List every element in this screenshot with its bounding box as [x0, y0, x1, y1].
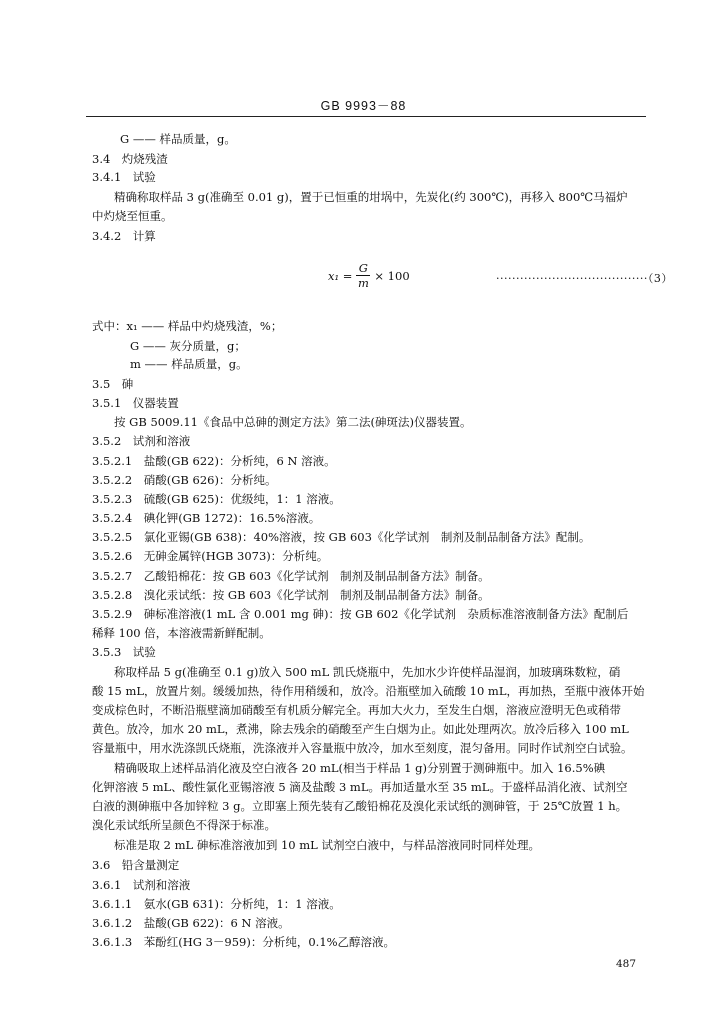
- section-heading: 3.5 砷: [92, 377, 134, 391]
- section-heading: 3.6.1 试剂和溶液: [92, 878, 191, 892]
- text-line: 稀释 100 倍，本溶液需新鲜配制。: [92, 626, 271, 640]
- list-item: 3.5.2.3 硫酸(GB 625)：优级纯，1：1 溶液。: [92, 492, 341, 506]
- formula-rhs: × 100: [374, 268, 410, 283]
- text-line: 化钾溶液 5 mL、酸性氯化亚锡溶液 5 滴及盐酸 3 mL。再加适量水至 35 mL。于盛样品消化液、试剂空: [92, 780, 628, 794]
- formula-lhs: x₁ =: [328, 268, 353, 283]
- text-line: 酸 15 mL，放置片刻。缓缓加热，待作用稍缓和，放冷。沿瓶壁加入硫酸 10 mL，再加热，至瓶中液体开始: [92, 684, 645, 698]
- list-item: 3.5.2.6 无砷金属锌(HGB 3073)：分析纯。: [92, 549, 329, 563]
- list-item: 3.6.1.3 苯酚红(HG 3－959)：分析纯，0.1%乙醇溶液。: [92, 935, 396, 949]
- list-item: 3.5.2.4 碘化钾(GB 1272)：16.5%溶液。: [92, 511, 321, 525]
- text-line: 溴化汞试纸所呈颜色不得深于标准。: [92, 818, 276, 832]
- list-item: 3.6.1.2 盐酸(GB 622)：6 N 溶液。: [92, 916, 290, 930]
- formula-3: [328, 262, 410, 289]
- list-item: 3.5.2.5 氯化亚锡(GB 638)：40%溶液，按 GB 603《化学试剂 制剂及制品制备方法》配制。: [92, 530, 591, 544]
- equation-number: ······································（3）: [496, 272, 673, 285]
- text-line: 黄色。放冷，加水 20 mL，煮沸，除去残余的硝酸至产生白烟为止。如此处理两次。放冷后移入 100 mL: [92, 722, 629, 736]
- formula-denominator: m: [357, 276, 369, 290]
- text-line: 式中：x₁ —— 样品中灼烧残渣，%；: [92, 319, 283, 333]
- section-heading: 3.5.3 试验: [92, 645, 156, 659]
- section-heading: 3.4.2 计算: [92, 229, 156, 243]
- text-line: m —— 样品质量，g。: [130, 357, 248, 371]
- text-line: 容量瓶中，用水洗涤凯氏烧瓶，洗涤液并入容量瓶中放冷，加水至刻度，混匀备用。同时作试剂空白试验。: [92, 741, 633, 755]
- section-heading: 3.4.1 试验: [92, 170, 156, 184]
- text-line: 白液的测砷瓶中各加锌粒 3 g。立即塞上预先装有乙酸铅棉花及溴化汞试纸的测砷管，于 25℃放置 1 h。: [92, 799, 628, 813]
- list-item: 3.5.2.8 溴化汞试纸：按 GB 603《化学试剂 制剂及制品制备方法》制备。: [92, 588, 490, 602]
- section-heading: 3.4 灼烧残渣: [92, 152, 168, 166]
- list-item: 3.5.2.1 盐酸(GB 622)：分析纯，6 N 溶液。: [92, 454, 336, 468]
- header-rule: [86, 116, 646, 117]
- text-line: 称取样品 5 g(准确至 0.1 g)放入 500 mL 凯氏烧瓶中，先加水少许使样品湿润，加玻璃珠数粒，硝: [114, 665, 621, 679]
- standard-number-header: GB 9993－88: [320, 99, 407, 113]
- list-item: 3.5.2.9 砷标准溶液(1 mL 含 0.001 mg 砷)：按 GB 602《化学试剂 杂质标准溶液制备方法》配制后: [92, 607, 629, 621]
- page-number: 487: [616, 958, 637, 970]
- text-line: 中灼烧至恒重。: [92, 209, 173, 223]
- list-item: 3.6.1.1 氨水(GB 631)：分析纯，1：1 溶液。: [92, 897, 341, 911]
- section-heading: 3.5.1 仪器装置: [92, 396, 179, 410]
- list-item: 3.5.2.2 硝酸(GB 626)：分析纯。: [92, 473, 277, 487]
- list-item: 3.5.2.7 乙酸铅棉花：按 GB 603《化学试剂 制剂及制品制备方法》制备。: [92, 569, 490, 583]
- section-heading: 3.5.2 试剂和溶液: [92, 434, 191, 448]
- formula-fraction: [356, 262, 370, 289]
- text-line: 精确吸取上述样品消化液及空白液各 20 mL(相当于样品 1 g)分别置于测砷瓶中。加入 16.5%碘: [114, 761, 606, 775]
- section-heading: 3.6 铅含量测定: [92, 858, 180, 872]
- text-line: 精确称取样品 3 g(准确至 0.01 g)，置于已恒重的坩埚中，先炭化(约 300℃)，再移入 800℃马福炉: [114, 190, 628, 204]
- formula-numerator: G: [358, 261, 368, 275]
- text-line: G —— 样品质量，g。: [120, 132, 236, 146]
- text-line: 标准是取 2 mL 砷标准溶液加到 10 mL 试剂空白液中，与样品溶液同时同样处理。: [114, 838, 540, 852]
- text-line: 变成棕色时，不断沿瓶壁滴加硝酸至有机质分解完全。再加大火力，至发生白烟，溶液应澄明无色或稍带: [92, 703, 621, 717]
- text-line: G —— 灰分质量，g；: [130, 339, 246, 353]
- text-line: 按 GB 5009.11《食品中总砷的测定方法》第二法(砷斑法)仪器装置。: [114, 415, 472, 429]
